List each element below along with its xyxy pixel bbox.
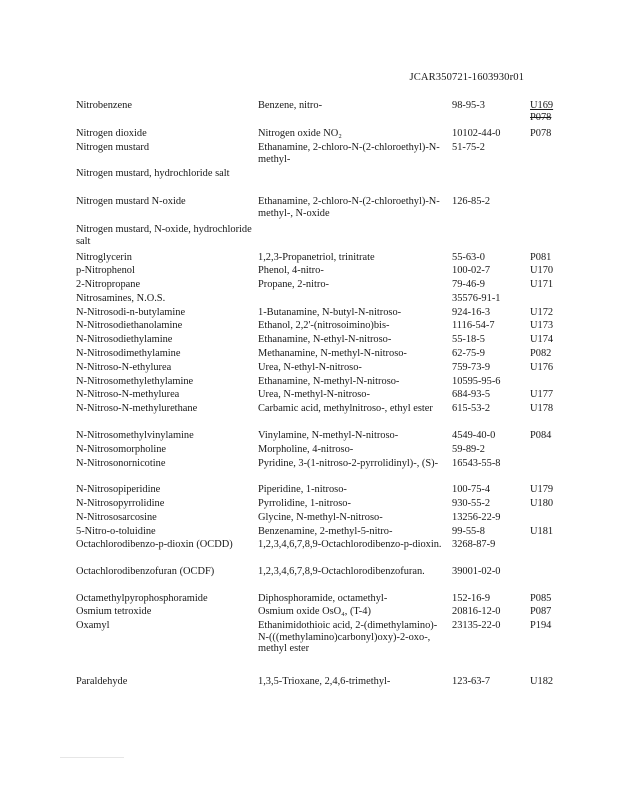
substance-name: Octachlorodibenzo-p-dioxin (OCDD): [76, 539, 233, 550]
chemical-abstracts-name: 1-Butanamine, N-butyl-N-nitroso-: [258, 307, 402, 318]
chemical-abstracts-name: Glycine, N-methyl-N-nitroso-: [258, 512, 383, 523]
cas-number: 1116-54-7: [452, 320, 495, 331]
waste-code: P087: [530, 606, 552, 617]
chemical-abstracts-name: Osmium oxide OsO₄, (T-4): [258, 606, 371, 617]
waste-code-inserted: U169: [530, 100, 554, 111]
chemical-abstracts-name: Phenol, 4-nitro-: [258, 265, 324, 276]
cas-number: 51-75-2: [452, 142, 485, 153]
cas-number: 100-02-7: [452, 265, 491, 276]
substance-name: Octachlorodibenzofuran (OCDF): [76, 566, 215, 577]
cas-number: 10102-44-0: [452, 128, 501, 139]
substance-name: N-Nitrosodimethylamine: [76, 348, 181, 359]
cas-number: 100-75-4: [452, 484, 491, 495]
chemical-abstracts-name: Urea, N-methyl-N-nitroso-: [258, 389, 370, 400]
substance-name: N-Nitroso-N-methylurethane: [76, 403, 198, 414]
substance-name: 5-Nitro-o-toluidine: [76, 526, 156, 537]
cas-number: 23135-22-0: [452, 620, 501, 631]
chemical-abstracts-name: Urea, N-ethyl-N-nitroso-: [258, 362, 362, 373]
chemical-abstracts-name: Ethanamine, N-methyl-N-nitroso-: [258, 376, 400, 387]
substance-name: Nitrosamines, N.O.S.: [76, 293, 166, 304]
cas-number: 10595-95-6: [452, 376, 501, 387]
waste-code: P082: [530, 348, 552, 359]
chemical-abstracts-name: Piperidine, 1-nitroso-: [258, 484, 347, 495]
footer-divider: [60, 757, 124, 758]
chemical-abstracts-name: Carbamic acid, methylnitroso-, ethyl ester: [258, 403, 433, 414]
substance-name: N-Nitrososarcosine: [76, 512, 157, 523]
waste-code: P194: [530, 620, 552, 631]
cas-number: 59-89-2: [452, 444, 485, 455]
cas-number: 98-95-3: [452, 100, 485, 111]
substance-name: N-Nitroso-N-ethylurea: [76, 362, 172, 373]
chemical-abstracts-name: Morpholine, 4-nitroso-: [258, 444, 354, 455]
waste-code: U173: [530, 320, 554, 331]
substance-name: N-Nitrosomethylvinylamine: [76, 430, 194, 441]
waste-code-deleted: P078: [530, 111, 552, 123]
chemical-abstracts-name: Benzene, nitro-: [258, 100, 323, 111]
chemical-abstracts-name: Pyrrolidine, 1-nitroso-: [258, 498, 351, 509]
chemical-abstracts-name: Diphosphoramide, octamethyl-: [258, 593, 388, 604]
cas-number: 152-16-9: [452, 593, 491, 604]
substance-name: p-Nitrophenol: [76, 265, 135, 276]
cas-number: 126-85-2: [452, 196, 491, 207]
substance-name: N-Nitrosonornicotine: [76, 458, 166, 469]
document-id: JCAR350721-1603930r01: [409, 72, 524, 83]
substance-name: Nitrogen mustard, N-oxide, hydrochloride salt: [76, 224, 252, 247]
waste-code: U180: [530, 498, 554, 509]
waste-code: P081: [530, 252, 552, 263]
cas-number: 924-16-3: [452, 307, 491, 318]
substance-name: N-Nitrosomorpholine: [76, 444, 167, 455]
waste-code: U176: [530, 362, 554, 373]
substance-name: Oxamyl: [76, 620, 110, 631]
waste-code: U177: [530, 389, 554, 400]
substance-name: Octamethylpyrophosphoramide: [76, 593, 208, 604]
substance-name: N-Nitrosodi-n-butylamine: [76, 307, 186, 318]
cas-number: 62-75-9: [452, 348, 485, 359]
substance-name: Nitrogen mustard: [76, 142, 150, 153]
substance-name: 2-Nitropropane: [76, 279, 141, 290]
cas-number: 3268-87-9: [452, 539, 496, 550]
chemical-abstracts-name: Ethanol, 2,2'-(nitrosoimino)bis-: [258, 320, 390, 331]
cas-number: 13256-22-9: [452, 512, 501, 523]
chemical-abstracts-name: Ethanamine, 2-chloro-N-(2-chloroethyl)-N-methyl-: [258, 142, 440, 165]
waste-code: P078: [530, 128, 552, 139]
substance-name: N-Nitroso-N-methylurea: [76, 389, 180, 400]
cas-number: 16543-55-8: [452, 458, 501, 469]
substance-name: Paraldehyde: [76, 676, 128, 687]
cas-number: 20816-12-0: [452, 606, 501, 617]
cas-number: 123-63-7: [452, 676, 491, 687]
waste-code: P085: [530, 593, 552, 604]
cas-number: 99-55-8: [452, 526, 485, 537]
waste-code: [530, 100, 570, 123]
waste-code: U182: [530, 676, 554, 687]
chemical-abstracts-name: 1,2,3,4,6,7,8,9-Octachlorodibenzofuran.: [258, 566, 425, 577]
chemical-abstracts-name: Nitrogen oxide NO₂: [258, 128, 342, 139]
chemical-abstracts-name: Vinylamine, N-methyl-N-nitroso-: [258, 430, 399, 441]
substance-name: Nitrogen mustard N-oxide: [76, 196, 186, 207]
substance-name: Osmium tetroxide: [76, 606, 152, 617]
cas-number: 930-55-2: [452, 498, 491, 509]
waste-code: U170: [530, 265, 554, 276]
waste-code: U171: [530, 279, 554, 290]
chemical-abstracts-name: Ethanamine, N-ethyl-N-nitroso-: [258, 334, 392, 345]
chemical-abstracts-name: 1,2,3-Propanetriol, trinitrate: [258, 252, 375, 263]
chemical-abstracts-name: Ethanamine, 2-chloro-N-(2-chloroethyl)-N-methyl-, N-oxide: [258, 196, 440, 219]
waste-code: P084: [530, 430, 552, 441]
cas-number: 39001-02-0: [452, 566, 501, 577]
waste-code: U179: [530, 484, 554, 495]
chemical-abstracts-name: Methanamine, N-methyl-N-nitroso-: [258, 348, 407, 359]
substance-name: Nitrobenzene: [76, 100, 132, 111]
cas-number: 55-63-0: [452, 252, 485, 263]
cas-number: 615-53-2: [452, 403, 491, 414]
substance-name: Nitrogen mustard, hydrochloride salt: [76, 168, 230, 179]
cas-number: 759-73-9: [452, 362, 491, 373]
waste-code: U178: [530, 403, 554, 414]
chemical-abstracts-name: Propane, 2-nitro-: [258, 279, 329, 290]
chemical-abstracts-name: 1,2,3,4,6,7,8,9-Octachlorodibenzo-p-dioxin.: [258, 539, 442, 550]
substance-name: N-Nitrosodiethanolamine: [76, 320, 183, 331]
cas-number: 4549-40-0: [452, 430, 496, 441]
substance-name: N-Nitrosopiperidine: [76, 484, 161, 495]
substance-name: N-Nitrosodiethylamine: [76, 334, 173, 345]
substance-name: Nitrogen dioxide: [76, 128, 147, 139]
cas-number: 79-46-9: [452, 279, 485, 290]
substance-name: Nitroglycerin: [76, 252, 132, 263]
substance-name: N-Nitrosomethylethylamine: [76, 376, 194, 387]
waste-code: U181: [530, 526, 554, 537]
chemical-abstracts-name: Pyridine, 3-(1-nitroso-2-pyrrolidinyl)-, (S)-: [258, 458, 439, 469]
chemical-abstracts-name: Ethanimidothioic acid, 2-(dimethylamino)-N-(((methylamino)carbonyl)oxy)-2-oxo-, methyl ester: [258, 620, 438, 654]
cas-number: 55-18-5: [452, 334, 485, 345]
chemical-abstracts-name: 1,3,5-Trioxane, 2,4,6-trimethyl-: [258, 676, 391, 687]
substance-name: N-Nitrosopyrrolidine: [76, 498, 165, 509]
cas-number: 684-93-5: [452, 389, 491, 400]
chemical-abstracts-name: Benzenamine, 2-methyl-5-nitro-: [258, 526, 393, 537]
cas-number: 35576-91-1: [452, 293, 501, 304]
waste-code: U172: [530, 307, 554, 318]
waste-code: U174: [530, 334, 554, 345]
